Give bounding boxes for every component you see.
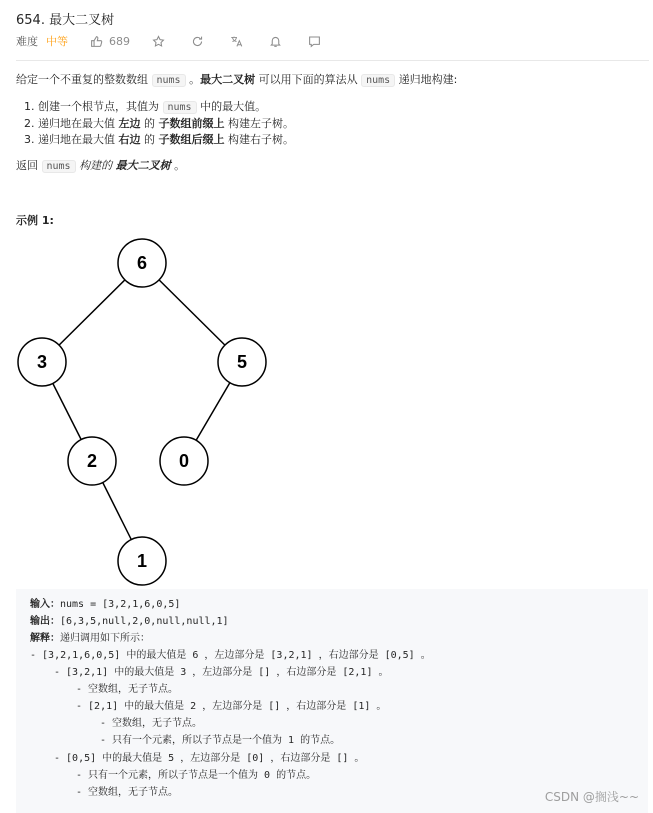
header-divider	[16, 60, 649, 61]
explain-step: - [3,2,1] 中的最大值是 3 ，左边部分是 [] ，右边部分是 [2,1] 。	[54, 667, 389, 678]
explain-step: - [3,2,1,6,0,5] 中的最大值是 6 ，左边部分是 [3,2,1] ，右边部分是 [0,5] 。	[30, 650, 431, 661]
explain-step: - [0,5] 中的最大值是 5 ，左边部分是 [0] ，右边部分是 [] 。	[54, 753, 365, 764]
tree-node-label: 3	[36, 352, 48, 372]
problem-title: 654. 最大二叉树	[16, 13, 115, 28]
binary-tree-diagram	[0, 230, 300, 588]
example-code-block	[16, 589, 648, 813]
explain-step: - 空数组，无子节点。	[76, 684, 179, 695]
explain-line: 解释：递归调用如下所示：	[30, 633, 150, 644]
inline-code: nums	[361, 74, 395, 87]
explain-step: - 只有一个元素，所以子节点是一个值为 1 的节点。	[100, 735, 341, 746]
tree-node-label: 1	[136, 551, 148, 571]
inline-code: nums	[152, 74, 186, 87]
comment-icon[interactable]	[308, 35, 321, 48]
tree-node-label: 5	[236, 352, 248, 372]
share-icon[interactable]	[191, 35, 204, 48]
like-count: 689	[109, 34, 130, 48]
output-line: 输出：[6,3,5,null,2,0,null,null,1]	[30, 616, 229, 627]
step-item: 2. 递归地在最大值 左边 的 子数组前缀上 构建左子树。	[38, 116, 294, 132]
inline-code: nums	[42, 160, 76, 173]
tree-node-label: 0	[178, 451, 190, 471]
return-description: 返回 nums 构建的 最大二叉树 。	[16, 159, 186, 172]
explain-step: - 空数组，无子节点。	[76, 787, 179, 798]
problem-description: 给定一个不重复的整数数组 nums 。最大二叉树 可以用下面的算法从 nums 递归地构建:	[16, 73, 458, 86]
explain-step: - 只有一个元素，所以子节点是一个值为 0 的节点。	[76, 770, 317, 781]
bell-icon[interactable]	[269, 35, 282, 48]
watermark: CSDN @搁浅~~	[544, 790, 639, 804]
problem-meta-bar	[16, 34, 321, 48]
example-title: 示例 1:	[16, 214, 54, 227]
step-item: 1. 创建一个根节点，其值为 nums 中的最大值。	[38, 99, 294, 116]
inline-code: nums	[163, 101, 197, 114]
difficulty-label: 难度	[16, 35, 38, 48]
algorithm-steps	[16, 99, 294, 148]
bold-term: 最大二叉树	[200, 73, 256, 86]
thumbs-up-icon[interactable]	[90, 35, 103, 48]
step-item: 3. 递归地在最大值 右边 的 子数组后缀上 构建右子树。	[38, 132, 294, 148]
translate-icon[interactable]	[230, 35, 243, 48]
tree-node-label: 2	[86, 451, 98, 471]
star-icon[interactable]	[152, 35, 165, 48]
tree-node-label: 6	[136, 253, 148, 273]
explain-step: - [2,1] 中的最大值是 2 ，左边部分是 [] ，右边部分是 [1] 。	[76, 701, 387, 712]
input-line: 输入：nums = [3,2,1,6,0,5]	[30, 599, 181, 610]
difficulty-badge: 中等	[46, 35, 68, 48]
explain-step: - 空数组，无子节点。	[100, 718, 203, 729]
